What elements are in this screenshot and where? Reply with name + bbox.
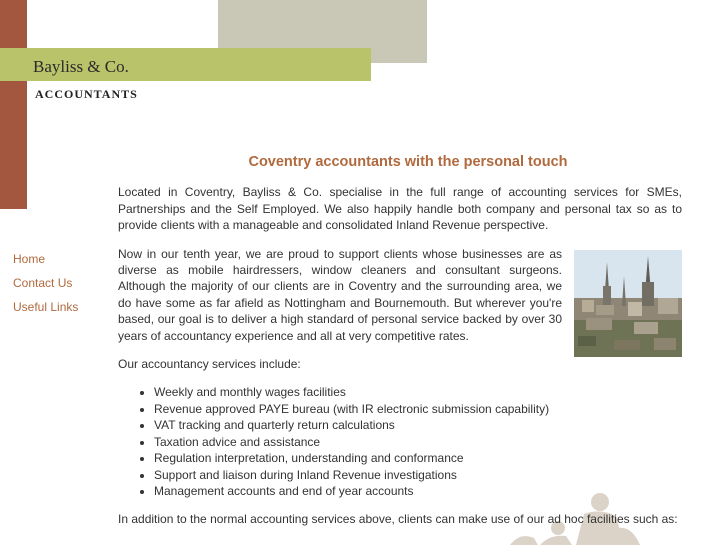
brand-name: Bayliss & Co.	[33, 57, 129, 76]
experience-paragraph: Now in our tenth year, we are proud to support clients whose businesses are as diverse as mobile hairdressers, window cleaners and consultant surgeons. Although the majority of our clients are in Coventry and the surrounding area, we do have some as far afield as Nottingham and Bournemouth. But wherever you're based, our goal is to deliver a high standard of personal service backed by over 30 years of accountancy experience and all at very competitive rates.	[118, 246, 562, 343]
service-item: • Management accounts and end of year accounts	[154, 483, 682, 499]
page-title: Coventry accountants with the personal touch	[248, 154, 568, 170]
adhoc-intro: In addition to the normal accounting services above, clients can make use of our ad hoc facilities such as:	[118, 512, 678, 527]
service-item: • VAT tracking and quarterly return calculations	[154, 417, 682, 433]
service-item: • Taxation advice and assistance	[154, 434, 682, 450]
nav-item-useful-links	[13, 298, 78, 322]
brand-tagline: ACCOUNTANTS	[35, 87, 138, 101]
nav-link-contact-us[interactable]: Contact Us	[13, 276, 73, 290]
intro-paragraph: Located in Coventry, Bayliss & Co. specialise in the full range of accounting services for SMEs, Partnerships and the Self Employed. We also happily handle both company and personal tax so as to provide clients with a manageable and consolidated Inland Revenue perspective.	[118, 185, 682, 233]
service-item: • Regulation interpretation, understanding and conformance	[154, 450, 682, 466]
service-item: • Support and liaison during Inland Revenue investigations	[154, 467, 682, 483]
nav-link-useful-links[interactable]: Useful Links	[13, 300, 79, 314]
service-item: • Weekly and monthly wages facilities	[154, 384, 682, 400]
coventry-skyline-photo	[574, 250, 682, 357]
services-list	[118, 384, 682, 499]
services-intro: Our accountancy services include:	[118, 357, 301, 372]
decorative-rust-bar	[0, 0, 27, 209]
nav-link-home[interactable]: Home	[13, 252, 46, 266]
service-item: • Revenue approved PAYE bureau (with IR electronic submission capability)	[154, 401, 682, 417]
main-content	[118, 154, 682, 540]
nav-item-contact-us	[13, 274, 78, 298]
side-navigation	[13, 250, 78, 322]
nav-item-home	[13, 250, 78, 274]
